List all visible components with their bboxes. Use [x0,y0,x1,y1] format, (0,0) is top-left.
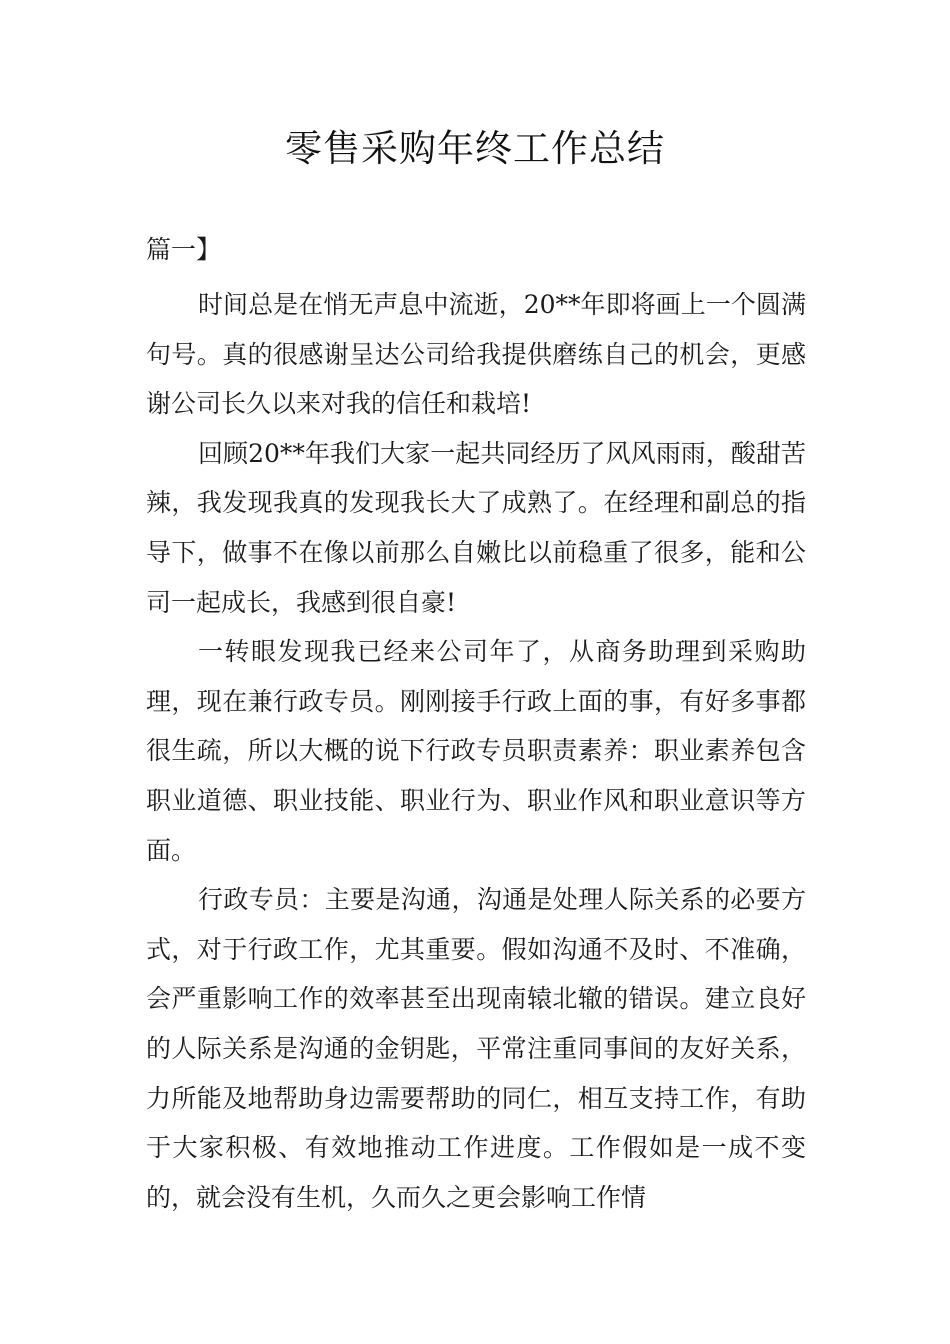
section-label: 篇一】 [146,235,222,264]
document-title: 零售采购年终工作总结 [285,127,665,170]
paragraph-2: 回顾20**年我们大家一起共同经历了风风雨雨，酸甜苦辣，我发现我真的发现我长大了成熟了。在经理和副总的指导下，做事不在像以前那么自嫩比以前稳重了很多，能和公司一起成长，我感到很自豪! [146,438,806,617]
paragraph-4: 行政专员：主要是沟通，沟通是处理人际关系的必要方式，对于行政工作，尤其重要。假如沟通不及时、不准确，会严重影响工作的效率甚至出现南辕北辙的错误。建立良好的人际关系是沟通的金钥匙，平常注重同事间的友好关系，力所能及地帮助身边需要帮助的同仁，相互支持工作，有助于大家积极、有效地推动工作进度。工作假如是一成不变的，就会没有生机，久而久之更会影响工作情 [146,885,806,1212]
document-body [146,280,806,1222]
paragraph-1: 时间总是在悄无声息中流逝，20**年即将画上一个圆满句号。真的很感谢呈达公司给我提供磨练自己的机会，更感谢公司长久以来对我的信任和栽培! [146,290,806,419]
paragraph-3: 一转眼发现我已经来公司年了，从商务助理到采购助理，现在兼行政专员。刚刚接手行政上面的事，有好多事都很生疏，所以大概的说下行政专员职责素养：职业素养包含职业道德、职业技能、职业行为、职业作风和职业意识等方面。 [146,637,806,865]
